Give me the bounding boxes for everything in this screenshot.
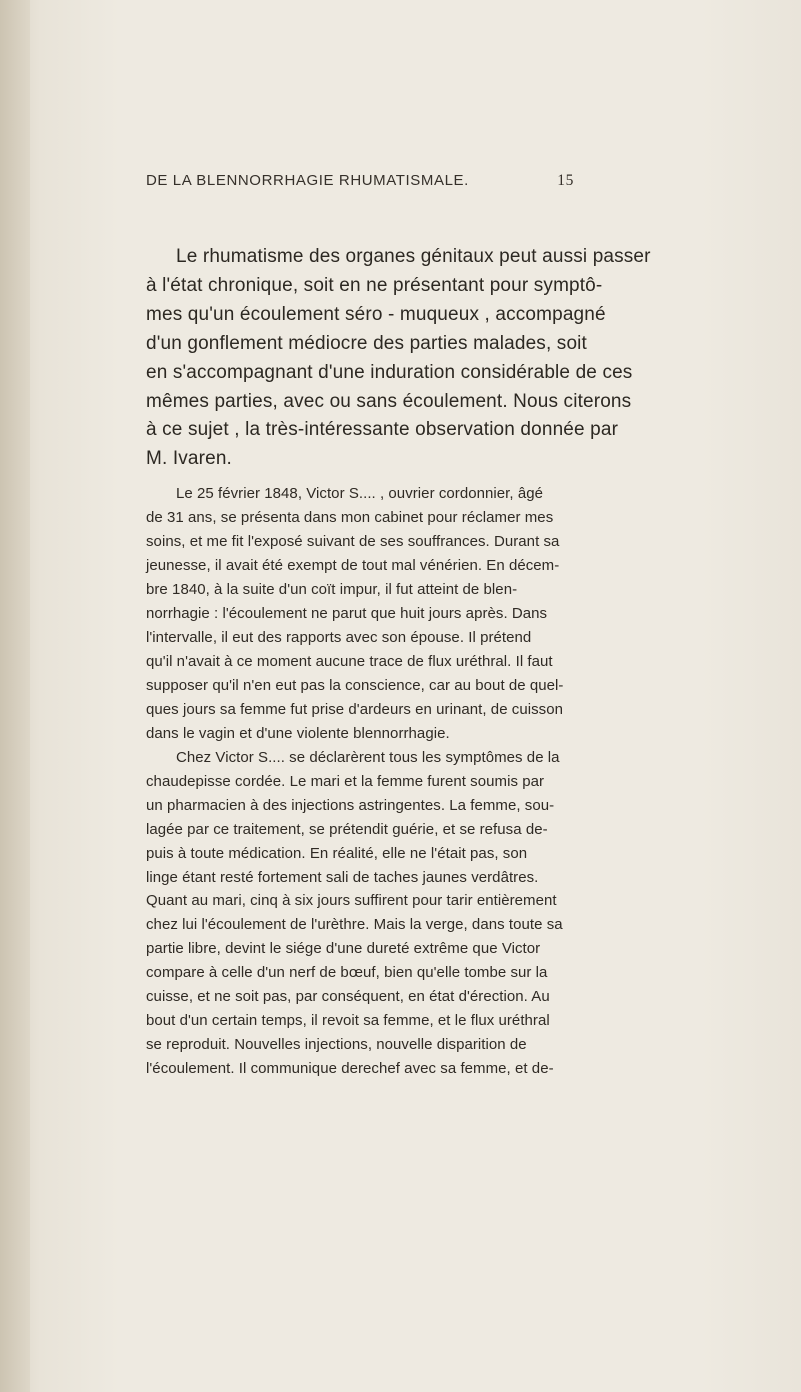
text-line: bre 1840, à la suite d'un coït impur, il fut atteint de blen- (146, 581, 518, 598)
text-line: puis à toute médication. En réalité, elle ne l'était pas, son (146, 844, 528, 862)
text-line: Le rhumatisme des organes génitaux peut aussi passer (176, 246, 651, 267)
text-line: chez lui l'écoulement de l'urèthre. Mais la verge, dans toute sa (146, 916, 563, 934)
text-line: l'intervalle, il eut des rapports avec son épouse. Il prétend (146, 629, 532, 646)
text-line: partie libre, devint le siége d'une dureté extrême que Victor (146, 940, 541, 958)
text-line: supposer qu'il n'en eut pas la conscience, car au bout de quel- (146, 677, 564, 694)
text-line: mes qu'un écoulement séro - muqueux , accompagné (146, 303, 606, 325)
running-head-title: DE LA BLENNORRHAGIE RHUMATISMALE. (146, 172, 469, 189)
text-line: chaudepisse cordée. Le mari et la femme furent soumis par (146, 772, 545, 790)
text-line: d'un gonflement médiocre des parties malades, soit (146, 332, 587, 354)
text-line: l'écoulement. Il communique derechef avec sa femme, et de- (146, 1059, 554, 1077)
text-line: jeunesse, il avait été exempt de tout mal vénérien. En décem- (146, 557, 560, 574)
text-line: Chez Victor S.... se déclarèrent tous les symptômes de la (176, 749, 560, 766)
text-line: compare à celle d'un nerf de bœuf, bien qu'elle tombe sur la (146, 964, 548, 982)
text-line: cuisse, et ne soit pas, par conséquent, en état d'érection. Au (146, 988, 550, 1005)
text-line: un pharmacien à des injections astringentes. La femme, sou- (146, 796, 555, 814)
text-line: mêmes parties, avec ou sans écoulement. Nous citerons (146, 390, 632, 412)
page-number: 15 (557, 172, 574, 189)
running-head (146, 172, 574, 190)
text-line: bout d'un certain temps, il revoit sa femme, et le flux uréthral (146, 1011, 550, 1029)
text-line: M. Ivaren. (146, 448, 232, 470)
text-line: norrhagie : l'écoulement ne parut que huit jours après. Dans (146, 605, 548, 622)
text-line: se reproduit. Nouvelles injections, nouvelle disparition de (146, 1035, 527, 1053)
text-line: de 31 ans, se présenta dans mon cabinet pour réclamer mes (146, 509, 554, 526)
text-line: en s'accompagnant d'une induration considérable de ces (146, 361, 633, 383)
page-edge-shadow (0, 0, 30, 1392)
text-line: linge étant resté fortement sali de taches jaunes verdâtres. (146, 868, 539, 886)
text-line: soins, et me fit l'exposé suivant de ses souffrances. Durant sa (146, 533, 560, 550)
text-line: à ce sujet , la très-intéressante observation donnée par (146, 419, 619, 441)
text-line: à l'état chronique, soit en ne présentant pour symptô- (146, 274, 603, 296)
text-line: ques jours sa femme fut prise d'ardeurs en urinant, de cuisson (146, 701, 564, 718)
text-line: dans le vagin et d'une violente blennorrhagie. (146, 725, 450, 742)
text-line: Quant au mari, cinq à six jours suffirent pour tarir entièrement (146, 892, 557, 910)
text-line: Le 25 février 1848, Victor S.... , ouvrier cordonnier, âgé (176, 485, 543, 502)
text-line: qu'il n'avait à ce moment aucune trace de flux uréthral. Il faut (146, 653, 553, 670)
text-line: lagée par ce traitement, se prétendit guérie, et se refusa de- (146, 820, 548, 838)
